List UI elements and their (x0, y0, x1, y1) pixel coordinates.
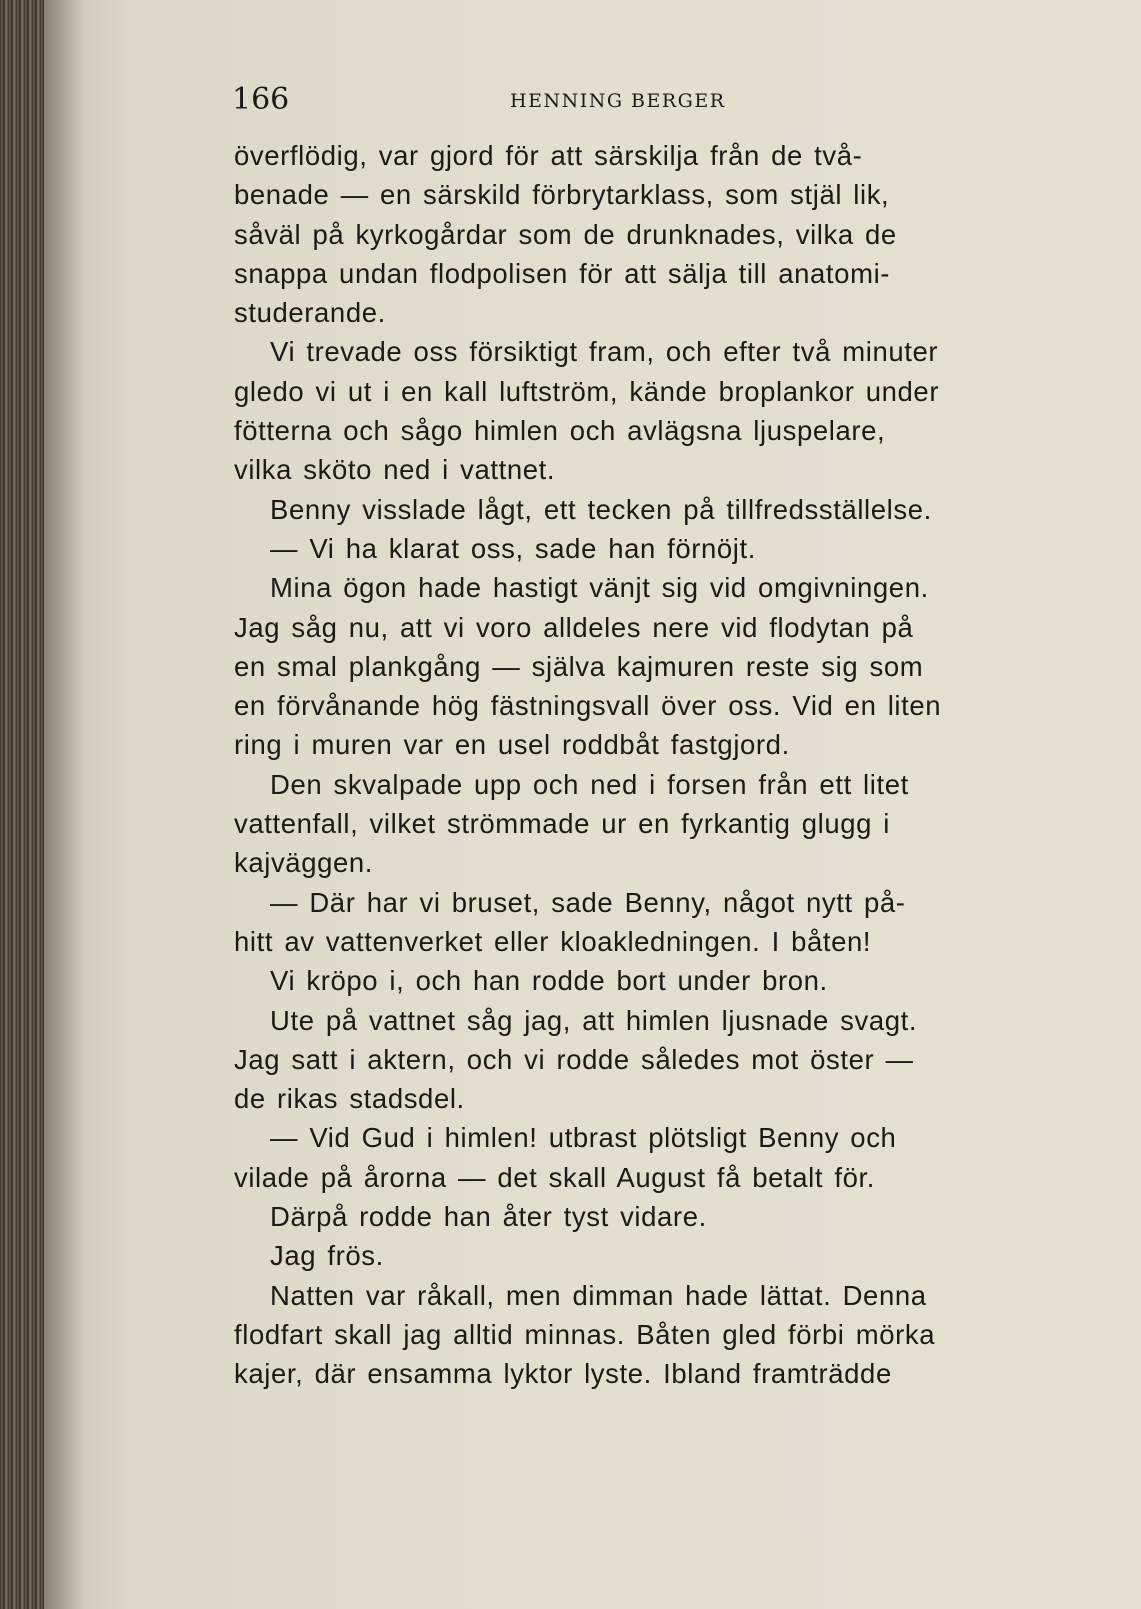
text-line: Natten var råkall, men dimman hade lättat. Denna (270, 1279, 927, 1311)
text-line: gledo vi ut i en kall luftström, kände broplankor under (234, 375, 940, 407)
text-line: vattenfall, vilket strömmade ur en fyrkantig glugg i (234, 808, 890, 840)
running-title: HENNING BERGER (510, 90, 726, 112)
text-line: Den skvalpade upp och ned i forsen från ett litet (270, 768, 909, 800)
text-line: såväl på kyrkogårdar som de drunknades, vilka de (234, 218, 897, 250)
text-line: ring i muren var en usel roddbåt fastgjord. (234, 729, 790, 761)
text-line: Vi trevade oss försiktigt fram, och efter två minuter (270, 336, 939, 368)
text-line: vilka sköto ned i vattnet. (234, 454, 556, 486)
text-line: hitt av vattenverket eller kloakledningen. I båten! (234, 925, 872, 957)
text-line: Vi kröpo i, och han rodde bort under bron. (270, 965, 828, 997)
text-line: Mina ögon hade hastigt vänjt sig vid omgivningen. (270, 572, 929, 604)
text-line: Jag frös. (270, 1240, 384, 1272)
text-line: studerande. (234, 297, 386, 329)
page-header (232, 82, 772, 118)
text-line: kajväggen. (234, 847, 374, 879)
text-line: Därpå rodde han åter tyst vidare. (270, 1201, 707, 1233)
text-line: Ute på vattnet såg jag, att himlen ljusnade svagt. (270, 1004, 918, 1036)
gutter-shadow (44, 0, 84, 1609)
text-line: vilade på årorna — det skall August få betalt för. (234, 1161, 875, 1193)
text-line: Jag såg nu, att vi voro alldeles nere vid flodytan på (234, 611, 914, 643)
text-line: en smal plankgång — själva kajmuren reste sig som (234, 650, 924, 682)
body-text (234, 136, 1054, 1394)
text-line: överflödig, var gjord för att särskilja från de två- (234, 140, 863, 171)
text-line: Jag satt i aktern, och vi rodde således mot öster — (234, 1043, 914, 1075)
text-line: de rikas stadsdel. (234, 1083, 465, 1115)
text-line: kajer, där ensamma lyktor lyste. Ibland framträdde (234, 1358, 892, 1390)
text-line: — Där har vi bruset, sade Benny, något nytt på- (270, 886, 906, 918)
text-line: fötterna och sågo himlen och avlägsna ljuspelare, (234, 415, 886, 447)
page-number: 166 (232, 82, 290, 117)
text-line: snappa undan flodpolisen för att sälja till anatomi- (234, 257, 891, 289)
page-edges (0, 0, 48, 1609)
text-line: benade — en särskild förbrytarklass, som stjäl lik, (234, 179, 890, 211)
text-line: — Vid Gud i himlen! utbrast plötsligt Benny och (270, 1122, 897, 1154)
text-line: Benny visslade lågt, ett tecken på tillfredsställelse. (270, 493, 932, 525)
text-line: — Vi ha klarat oss, sade han förnöjt. (270, 532, 756, 564)
text-line: en förvånande hög fästningsvall över oss. Vid en liten (234, 690, 942, 722)
text-line: flodfart skall jag alltid minnas. Båten gled förbi mörka (234, 1318, 936, 1350)
